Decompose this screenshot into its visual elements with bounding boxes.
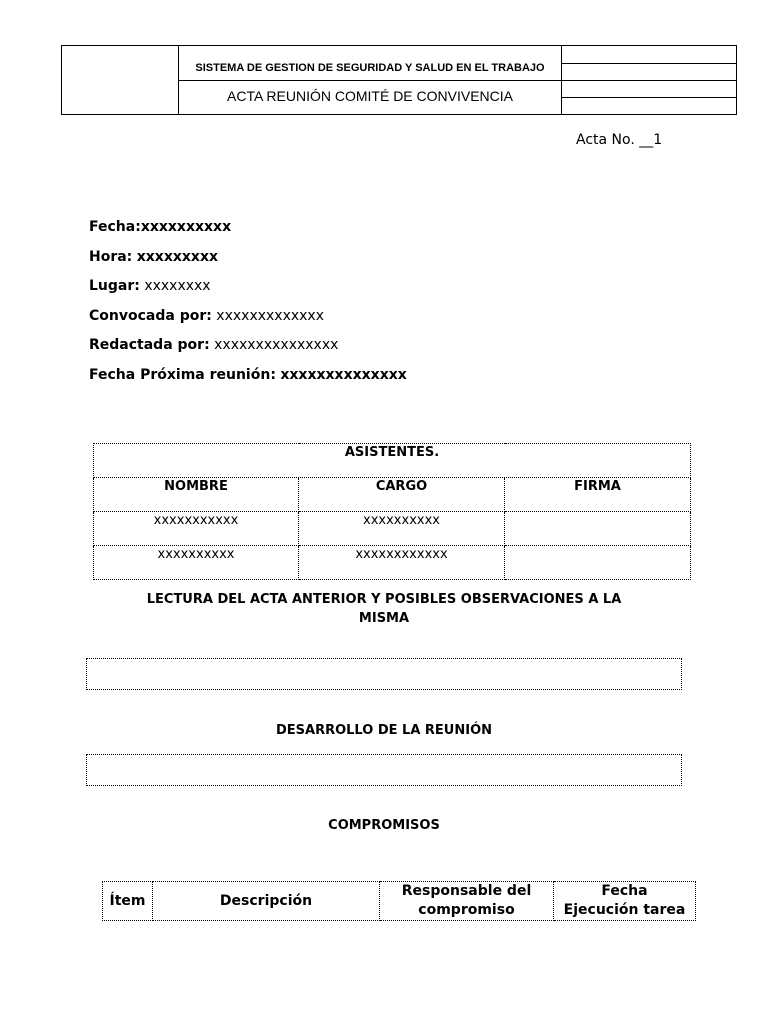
desarrollo-textbox <box>86 754 682 786</box>
compromisos-heading: COMPROMISOS <box>328 818 440 833</box>
logo-cell <box>61 45 179 115</box>
header-code-line <box>561 97 737 98</box>
redactada-label: Redactada por: <box>89 337 210 353</box>
proxima-reunion-field <box>89 367 407 383</box>
convocada-value: xxxxxxxxxxxxx <box>216 308 325 324</box>
redactada-value: xxxxxxxxxxxxxxx <box>214 337 339 353</box>
fecha-line1: Fecha <box>601 883 648 899</box>
hora-label: Hora: <box>89 249 133 265</box>
hora-value: xxxxxxxxx <box>136 249 219 265</box>
header-code-line <box>561 80 737 81</box>
nombre-cell: xxxxxxxxxx <box>94 546 299 580</box>
desarrollo-heading: DESARROLLO DE LA REUNIÓN <box>275 723 492 738</box>
fecha-line2: Ejecución tarea <box>563 902 686 918</box>
lugar-label: Lugar: <box>89 278 140 294</box>
cargo-cell: xxxxxxxxxx <box>299 512 505 546</box>
fecha-label: Fecha: <box>89 219 141 235</box>
column-header-responsable <box>380 882 554 921</box>
lectura-heading-line1: LECTURA DEL ACTA ANTERIOR Y POSIBLES OBSERVACIONES A LA <box>146 592 622 607</box>
convocada-field <box>89 308 324 324</box>
table-row <box>94 546 691 580</box>
responsable-line2: compromiso <box>418 902 515 918</box>
lectura-heading <box>89 590 679 628</box>
responsable-line1: Responsable del <box>401 883 532 899</box>
cargo-cell: xxxxxxxxxxxx <box>299 546 505 580</box>
proxima-label: Fecha Próxima reunión: <box>89 367 276 383</box>
nombre-cell: xxxxxxxxxxx <box>94 512 299 546</box>
lugar-value: xxxxxxxx <box>144 278 211 294</box>
firma-cell <box>505 546 691 580</box>
column-header-fecha <box>554 882 696 921</box>
lectura-textbox <box>86 658 682 690</box>
table-row <box>94 512 691 546</box>
fecha-value: xxxxxxxxxx <box>140 219 232 235</box>
firma-cell <box>505 512 691 546</box>
column-header-item: Ítem <box>103 882 153 921</box>
column-header-descripcion: Descripción <box>153 882 380 921</box>
header-code-line <box>561 63 737 64</box>
column-header-firma: FIRMA <box>505 478 691 512</box>
document-title: ACTA REUNIÓN COMITÉ DE CONVIVENCIA <box>227 88 513 104</box>
lugar-field <box>89 278 211 294</box>
system-title: SISTEMA DE GESTION DE SEGURIDAD Y SALUD EN EL TRABAJO <box>195 62 545 74</box>
asistentes-table <box>93 443 691 580</box>
convocada-label: Convocada por: <box>89 308 212 324</box>
compromisos-table <box>102 881 696 921</box>
asistentes-title: ASISTENTES. <box>94 444 691 478</box>
fecha-field <box>89 219 231 235</box>
column-header-nombre: NOMBRE <box>94 478 299 512</box>
header-divider <box>179 80 561 81</box>
acta-number: Acta No. __1 <box>576 132 663 148</box>
hora-field <box>89 249 218 265</box>
lectura-heading-line2: MISMA <box>358 611 410 626</box>
column-header-cargo: CARGO <box>299 478 505 512</box>
redactada-field <box>89 337 338 353</box>
proxima-value: xxxxxxxxxxxxxx <box>280 367 407 383</box>
